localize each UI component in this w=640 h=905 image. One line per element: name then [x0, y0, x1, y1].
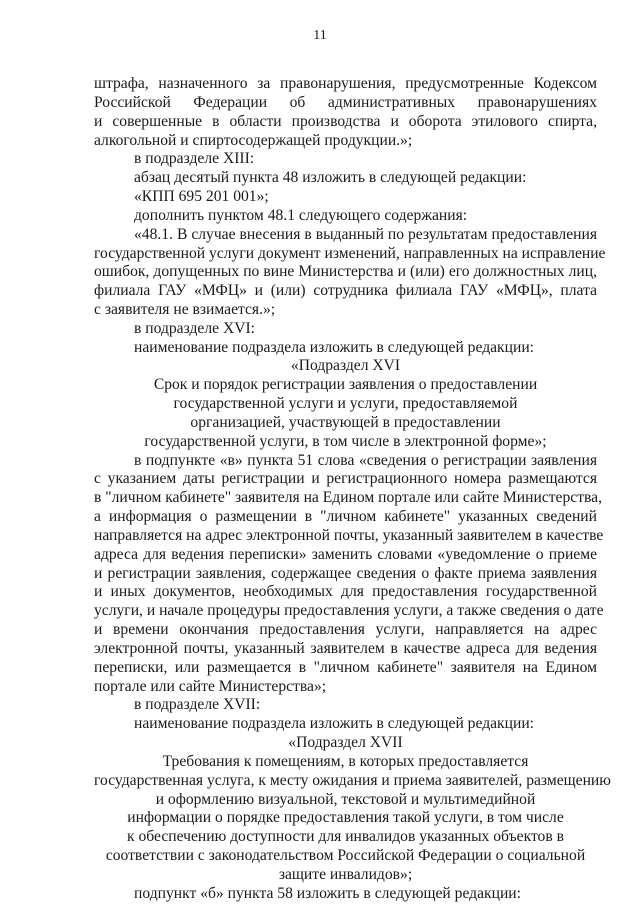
text-line: государственной услуги документ изменений, направленных на исправление — [94, 244, 606, 262]
text-line: организацией, участвующей в предоставлении — [190, 413, 501, 431]
text-line: «48.1. В случае внесения в выданный по результатам предоставления — [134, 225, 597, 243]
text-line: государственной услуги, в том числе в электронной форме»; — [144, 432, 547, 450]
text-line: «Подраздел XVII — [288, 734, 403, 751]
text-line: наименование подраздела изложить в следующей редакции: — [134, 715, 534, 733]
text-line: переписки, или размещается в "личном кабинете" заявителя на Едином — [94, 658, 597, 676]
text-line: и оформлению визуальной, текстовой и мультимедийной — [155, 790, 536, 808]
text-line: в подразделе XIII: — [134, 150, 255, 168]
text-line: и иных документов, необходимых для предоставления государственной — [94, 583, 597, 601]
text-line: государственной услуги и услуги, предоставляемой — [173, 395, 518, 413]
text-line: информации о порядке предоставления такой услуги, в том числе — [127, 809, 564, 827]
text-line: с заявителя не взимается.»; — [94, 301, 276, 318]
text-line: Требования к помещениям, в которых предоставляется — [162, 752, 529, 770]
text-line: «КПП 695 201 001»; — [134, 188, 269, 205]
text-line: к обеспечению доступности для инвалидов указанных объектов в — [127, 828, 564, 846]
text-line: с указанием даты регистрации и регистрационного номера размещаются — [94, 470, 597, 488]
text-line: дополнить пунктом 48.1 следующего содержания: — [134, 206, 468, 224]
text-line: Российской Федерации об административных правонарушениях — [94, 93, 597, 111]
text-line: в подпункте «в» пункта 51 слова «сведения о регистрации заявления — [134, 451, 597, 469]
text-line: в подразделе XVII: — [134, 696, 261, 714]
text-line: абзац десятый пункта 48 изложить в следующей редакции: — [134, 169, 527, 187]
text-line: адреса для ведения переписки» заменить словами «уведомление о приеме — [94, 545, 597, 563]
text-line: услуги, и начале процедуры предоставления услуги, а также сведения о дате — [94, 602, 604, 620]
text-line: «Подраздел XVI — [290, 357, 401, 375]
page-number: 11 — [313, 28, 327, 43]
text-line: в "личном кабинете" заявителя на Едином портале или сайте Министерства, — [94, 489, 602, 507]
text-line: ошибок, допущенных по вине Министерства и (или) его должностных лиц, — [94, 263, 597, 281]
text-line: а информация о размещении в "личном кабинете" указанных сведений — [94, 508, 597, 526]
text-line: направляется на адрес электронной почты, указанный заявителем в качестве — [94, 526, 604, 544]
text-line: соответствии с законодательством Российской Федерации о социальной — [105, 847, 586, 864]
text-line: подпункт «б» пункта 58 изложить в следующей редакции: — [134, 884, 521, 902]
text-line: и совершенные в области производства и оборота этилового спирта, — [94, 112, 597, 130]
text-line: защите инвалидов»; — [278, 865, 413, 883]
text-line: и регистрации заявления, содержащее сведения о факте приема заявления — [94, 564, 597, 582]
text-line: штрафа, назначенного за правонарушения, предусмотренные Кодексом — [94, 75, 597, 92]
text-line: электронной почты, указанный заявителем в качестве адреса для ведения — [94, 639, 597, 657]
text-line: алкогольной и спиртосодержащей продукции.»; — [94, 131, 413, 149]
text-line: в подразделе XVI: — [134, 319, 255, 337]
text-line: филиала ГАУ «МФЦ» и (или) сотрудника филиала ГАУ «МФЦ», плата — [94, 282, 597, 300]
text-line: и времени окончания предоставления услуги, направляется на адрес — [94, 621, 597, 639]
text-line: портале или сайте Министерства»; — [94, 677, 327, 695]
text-line: Срок и порядок регистрации заявления о предоставлении — [153, 376, 538, 394]
text-line: наименование подраздела изложить в следующей редакции: — [134, 338, 534, 356]
text-line: государственная услуга, к месту ожидания и приема заявителей, размещению — [94, 771, 611, 789]
